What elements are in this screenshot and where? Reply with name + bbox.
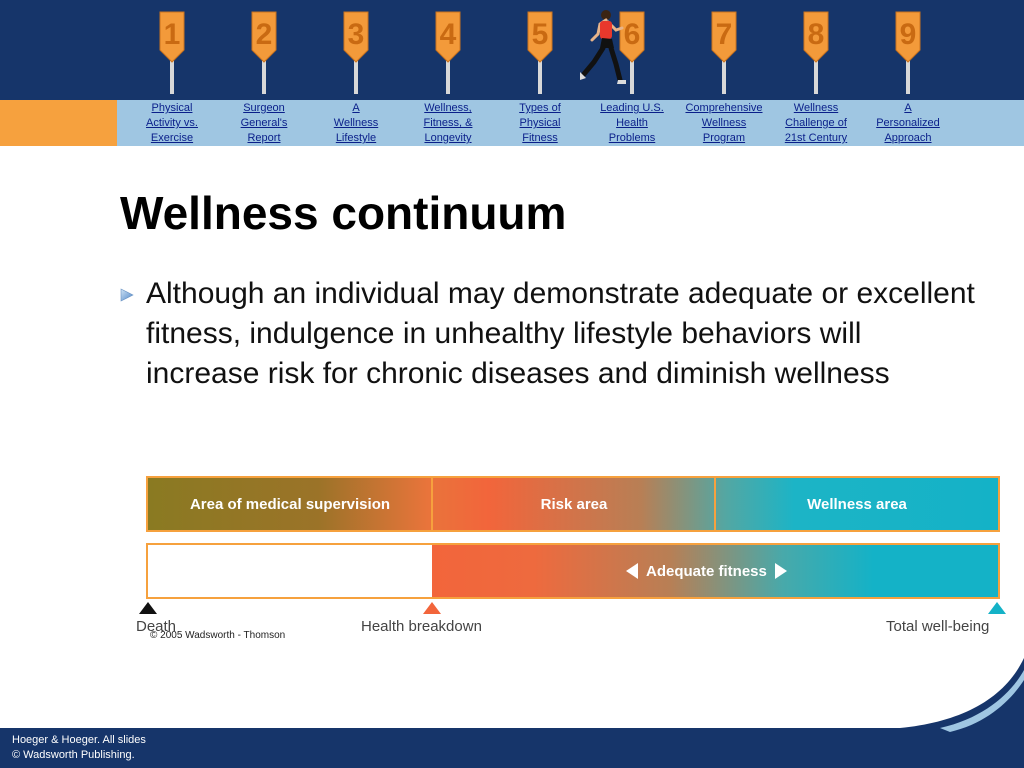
signpost-9[interactable] — [890, 10, 926, 96]
signpost-number: 1 — [163, 18, 181, 51]
nav-link-chapter-3[interactable]: A Wellness Lifestyle — [333, 102, 379, 144]
footer-line-2: © Wadsworth Publishing. — [12, 749, 135, 761]
continuum-areas-bar — [148, 478, 998, 530]
signpost-3[interactable] — [338, 10, 374, 96]
nav-link-chapter-1[interactable]: Physical Activity vs. Exercise — [146, 102, 198, 144]
nav-link-chapter-5[interactable]: Types of Physical Fitness — [519, 102, 561, 144]
nav-link-chapter-4[interactable]: Wellness, Fitness, & Longevity — [423, 102, 473, 144]
slide-title: Wellness continuum — [120, 187, 567, 239]
nav-link-chapter-6[interactable]: Leading U.S. Health Problems — [600, 102, 664, 144]
nav-accent-block — [0, 100, 117, 146]
adequate-fitness-label: Adequate fitness — [646, 562, 767, 580]
signpost-2[interactable] — [246, 10, 282, 96]
area-wellness: Wellness area — [807, 495, 907, 513]
nav-link-chapter-2[interactable]: Surgeon General's Report — [240, 102, 288, 144]
adequate-fitness-label-group — [618, 545, 795, 597]
runner-icon — [576, 6, 630, 92]
signpost-number: 7 — [715, 18, 733, 51]
signpost-number: 5 — [531, 18, 549, 51]
chapter-nav — [0, 100, 1024, 146]
signpost-number: 3 — [347, 18, 365, 51]
signpost-4[interactable] — [430, 10, 466, 96]
breakdown-marker-icon — [423, 602, 441, 614]
arrow-right-icon — [775, 563, 787, 579]
signpost-number: 8 — [807, 18, 825, 51]
signpost-number: 6 — [623, 18, 641, 51]
figure-copyright: © 2005 Wadsworth - Thomson — [150, 630, 286, 641]
signpost-5[interactable] — [522, 10, 558, 96]
area-risk: Risk area — [540, 495, 608, 513]
bullet-text: Although an individual may demonstrate adequate or excellent fitness, indulgence in unhealthy lifestyle behaviors will increase risk for chronic diseases and diminish wellness — [146, 277, 975, 390]
area-medical-supervision: Area of medical supervision — [189, 495, 391, 513]
signpost-7[interactable] — [706, 10, 742, 96]
wellbeing-marker-icon — [988, 602, 1006, 614]
footer-line-1: Hoeger & Hoeger. All slides — [12, 734, 146, 746]
fitness-bar — [148, 545, 998, 597]
marker-health-breakdown: Health breakdown — [361, 618, 482, 635]
signpost-1[interactable] — [154, 10, 190, 96]
signpost-number: 9 — [899, 18, 917, 51]
marker-death: Death — [136, 618, 177, 635]
nav-link-chapter-9[interactable]: A Personalized Approach — [876, 102, 940, 144]
footer-credit — [12, 733, 146, 763]
death-marker-icon — [139, 602, 157, 614]
footer-wave — [0, 640, 1024, 768]
nav-link-chapter-8[interactable]: Wellness Challenge of 21st Century — [784, 102, 848, 144]
nav-link-chapter-7[interactable]: Comprehensive Wellness Program — [685, 102, 763, 144]
header-bar — [0, 0, 1024, 100]
marker-total-well-being: Total well-being — [886, 618, 990, 635]
bullet-arrow-icon — [120, 288, 134, 302]
signpost-8[interactable] — [798, 10, 834, 96]
arrow-left-icon — [626, 563, 638, 579]
signpost-number: 2 — [255, 18, 273, 51]
signpost-number: 4 — [439, 18, 457, 51]
